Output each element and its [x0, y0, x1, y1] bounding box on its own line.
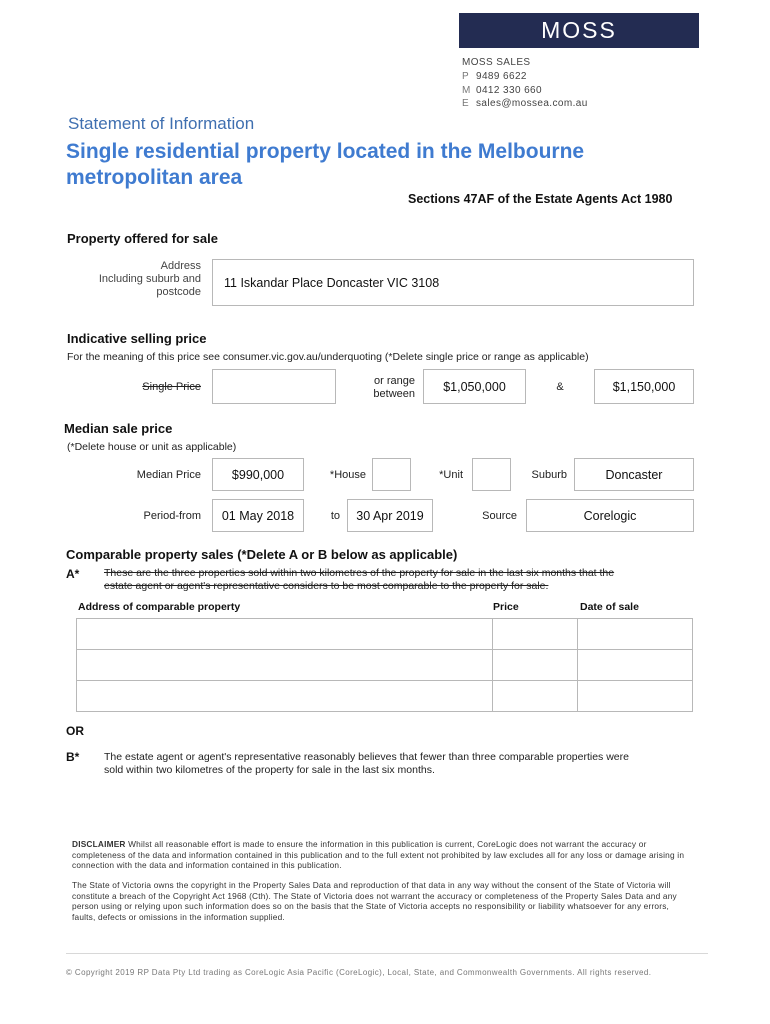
single-price-field[interactable]: [212, 369, 336, 404]
or-divider: OR: [66, 724, 84, 738]
mobile-line: [462, 85, 542, 96]
option-b-line-1: The estate agent or agent's representative reasonably believes that fewer than three comparable properties were: [104, 751, 629, 763]
median-price-label: Median Price: [136, 469, 201, 481]
phone-key: P: [462, 71, 470, 82]
range-high-field[interactable]: $1,150,000: [594, 369, 694, 404]
comparable-heading: Comparable property sales (*Delete A or B below as applicable): [66, 547, 458, 562]
table-row: [77, 681, 693, 712]
statement-heading: Statement of Information: [68, 114, 255, 133]
price-cell[interactable]: [493, 619, 578, 650]
median-price-field[interactable]: $990,000: [212, 458, 304, 491]
range-label-1: or range: [374, 375, 415, 387]
address-cell[interactable]: [77, 650, 493, 681]
single-price-label: Single Price: [142, 381, 201, 393]
range-label: [345, 375, 415, 401]
ampersand: &: [556, 381, 564, 393]
house-checkbox[interactable]: [372, 458, 411, 491]
indicative-heading: Indicative selling price: [67, 331, 207, 346]
disclaimer-label: DISCLAIMER: [72, 839, 126, 849]
to-label: to: [330, 510, 340, 522]
address-label: [80, 260, 201, 299]
copyright-footer: © Copyright 2019 RP Data Pty Ltd trading as CoreLogic Asia Pacific (CoreLogic), Local, State, and Commonwealth Governments. All rights reserved.: [66, 968, 652, 977]
title-line-2: metropolitan area: [66, 166, 243, 189]
median-note: (*Delete house or unit as applicable): [67, 441, 237, 453]
table-row: [77, 619, 693, 650]
suburb-field[interactable]: Doncaster: [574, 458, 694, 491]
option-b-line-2: sold within two kilometres of the property for sale in the last six months.: [104, 764, 435, 776]
range-label-2: between: [373, 388, 415, 400]
page-title: [66, 139, 686, 191]
act-reference: Sections 47AF of the Estate Agents Act 1980: [408, 192, 673, 206]
disclaimer-text-1: Whilst all reasonable effort is made to ensure the information in this publication is current, CoreLogic does not warrant the accuracy or completeness of the data and information contained in this publication and to the full extent not prohibited by law excludes all for any loss or damage arising in connection with the data and information contained in this publication.: [72, 839, 685, 871]
source-label: Source: [482, 510, 517, 522]
option-a-line-2: estate agent or agent's representative considers to be most comparable to the property for sale.: [104, 580, 549, 592]
unit-checkbox[interactable]: [472, 458, 511, 491]
option-a-marker: A*: [66, 567, 80, 581]
period-to-field[interactable]: 30 Apr 2019: [347, 499, 433, 532]
unit-label: *Unit: [439, 469, 463, 481]
indicative-note: For the meaning of this price see consumer.vic.gov.au/underquoting (*Delete single price or range as applicable): [67, 351, 589, 363]
email-value[interactable]: sales@mossea.com.au: [476, 98, 588, 109]
email-line: [462, 98, 588, 109]
table-row: [77, 650, 693, 681]
moss-logo: MOSS: [459, 13, 699, 48]
col-date-header: Date of sale: [580, 601, 639, 613]
median-heading: Median sale price: [64, 421, 173, 436]
option-a-text: [104, 567, 694, 593]
period-from-field[interactable]: 01 May 2018: [212, 499, 304, 532]
property-heading: Property offered for sale: [67, 231, 218, 246]
price-cell[interactable]: [493, 650, 578, 681]
title-line-1: Single residential property located in the Melbourne: [66, 140, 585, 163]
address-field[interactable]: 11 Iskandar Place Doncaster VIC 3108: [212, 259, 694, 306]
mobile-key: M: [462, 85, 471, 96]
range-low-field[interactable]: $1,050,000: [423, 369, 526, 404]
option-b-text: [104, 751, 704, 777]
source-field[interactable]: Corelogic: [526, 499, 694, 532]
option-a-line-1: These are the three properties sold within two kilometres of the property for sale in the last six months that the: [104, 567, 615, 579]
address-cell[interactable]: [77, 619, 493, 650]
disclaimer-paragraph-1: [72, 839, 692, 871]
email-key: E: [462, 98, 470, 109]
footer-divider: [66, 953, 708, 954]
option-b-marker: B*: [66, 750, 80, 764]
address-cell[interactable]: [77, 681, 493, 712]
col-address-header: Address of comparable property: [78, 601, 241, 613]
address-label-1: Address: [160, 260, 201, 272]
date-cell[interactable]: [578, 681, 693, 712]
date-cell[interactable]: [578, 650, 693, 681]
suburb-label: Suburb: [531, 469, 567, 481]
mobile-value: 0412 330 660: [476, 85, 542, 96]
price-cell[interactable]: [493, 681, 578, 712]
address-label-2: Including suburb and: [98, 273, 201, 285]
phone-value: 9489 6622: [476, 71, 527, 82]
company-name: MOSS SALES: [462, 57, 531, 68]
house-label: *House: [329, 469, 366, 481]
col-price-header: Price: [493, 601, 519, 613]
comparable-table: [76, 618, 693, 712]
period-from-label: Period-from: [143, 510, 201, 522]
date-cell[interactable]: [578, 619, 693, 650]
phone-line: [462, 71, 527, 82]
disclaimer-paragraph-2: The State of Victoria owns the copyright in the Property Sales Data and reproduction of that data in any way without the consent of the State of Victoria will constitute a breach of the Copyright Act 1968 (Cth). The State of Victoria does not warrant the accuracy or completeness of the Property Sales Data and any person using or relying upon such information does so on the basis that the State of Victoria accepts no responsibility or liability whatsoever for any errors, faults, defects or omissions in the information supplied.: [72, 880, 677, 922]
address-label-3: postcode: [156, 286, 201, 298]
